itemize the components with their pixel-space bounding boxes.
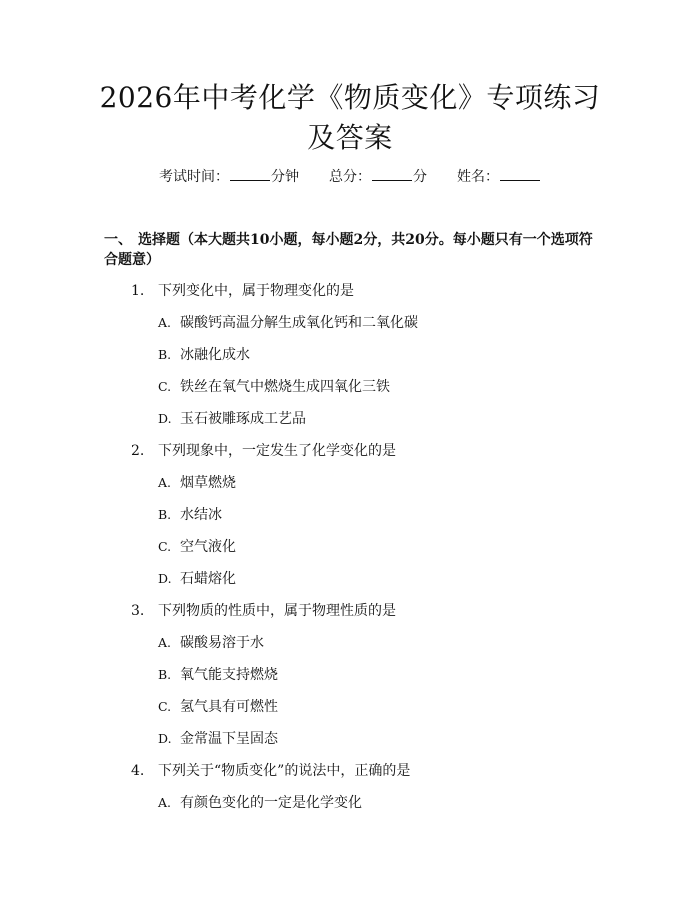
student-name-label: 姓名： bbox=[457, 169, 499, 185]
option-text: 氧气能支持燃烧 bbox=[180, 667, 278, 683]
option-letter: C. bbox=[158, 379, 172, 394]
exam-time-unit: 分钟 bbox=[271, 169, 299, 185]
option-letter: A. bbox=[158, 475, 172, 490]
option-letter: A. bbox=[158, 315, 172, 330]
option-letter: B. bbox=[158, 507, 172, 522]
question-1-option-c bbox=[158, 377, 390, 397]
option-text: 玉石被雕琢成工艺品 bbox=[180, 411, 306, 427]
total-score-field bbox=[329, 166, 427, 187]
question-number: 4. bbox=[131, 763, 145, 779]
exam-info-row bbox=[0, 166, 700, 187]
question-2 bbox=[131, 441, 396, 461]
question-3-option-a bbox=[158, 633, 264, 653]
question-1-option-a bbox=[158, 313, 418, 333]
question-text: 下列关于“物质变化”的说法中，正确的是 bbox=[158, 763, 411, 779]
option-text: 铁丝在氧气中燃烧生成四氧化三铁 bbox=[180, 379, 390, 395]
option-letter: B. bbox=[158, 347, 172, 362]
option-letter: D. bbox=[158, 731, 172, 746]
question-text: 下列现象中，一定发生了化学变化的是 bbox=[158, 443, 396, 459]
question-3 bbox=[131, 601, 396, 621]
total-score-label: 总分： bbox=[329, 169, 371, 185]
question-2-option-c bbox=[158, 537, 236, 557]
question-3-option-d bbox=[158, 729, 278, 749]
question-3-option-b bbox=[158, 665, 278, 685]
option-text: 空气液化 bbox=[180, 539, 236, 555]
question-number: 1. bbox=[131, 283, 145, 299]
section-heading bbox=[104, 230, 594, 270]
question-2-option-b bbox=[158, 505, 222, 525]
option-text: 冰融化成水 bbox=[180, 347, 250, 363]
option-letter: B. bbox=[158, 667, 172, 682]
option-text: 有颜色变化的一定是化学变化 bbox=[180, 795, 362, 811]
option-letter: D. bbox=[158, 411, 172, 426]
question-3-option-c bbox=[158, 697, 278, 717]
student-name-field bbox=[457, 166, 541, 187]
question-1 bbox=[131, 281, 354, 301]
option-text: 烟草燃烧 bbox=[180, 475, 236, 491]
option-text: 碳酸钙高温分解生成氧化钙和二氧化碳 bbox=[180, 315, 418, 331]
option-letter: A. bbox=[158, 795, 172, 810]
question-text: 下列物质的性质中，属于物理性质的是 bbox=[158, 603, 396, 619]
page-title: 2026年中考化学《物质变化》专项练习及答案 bbox=[99, 81, 601, 154]
section-number: 一、 bbox=[104, 232, 132, 248]
question-4-option-a bbox=[158, 793, 362, 813]
exam-time-blank bbox=[230, 166, 270, 181]
option-text: 石蜡熔化 bbox=[180, 571, 236, 587]
total-score-unit: 分 bbox=[413, 169, 427, 185]
question-number: 2. bbox=[131, 443, 145, 459]
option-text: 碳酸易溶于水 bbox=[180, 635, 264, 651]
option-letter: C. bbox=[158, 539, 172, 554]
question-text: 下列变化中，属于物理变化的是 bbox=[158, 283, 354, 299]
option-text: 水结冰 bbox=[180, 507, 222, 523]
student-name-blank bbox=[500, 166, 540, 181]
question-1-option-d bbox=[158, 409, 306, 429]
exam-time-field bbox=[159, 166, 299, 187]
section-heading-text: 选择题（本大题共10小题，每小题2分，共20分。每小题只有一个选项符合题意） bbox=[104, 232, 593, 268]
question-1-option-b bbox=[158, 345, 250, 365]
option-text: 氢气具有可燃性 bbox=[180, 699, 278, 715]
question-number: 3. bbox=[131, 603, 145, 619]
option-letter: D. bbox=[158, 571, 172, 586]
option-letter: A. bbox=[158, 635, 172, 650]
total-score-blank bbox=[372, 166, 412, 181]
option-text: 金常温下呈固态 bbox=[180, 731, 278, 747]
option-letter: C. bbox=[158, 699, 172, 714]
question-2-option-a bbox=[158, 473, 236, 493]
exam-time-label: 考试时间： bbox=[159, 169, 229, 185]
question-4 bbox=[131, 761, 410, 781]
question-2-option-d bbox=[158, 569, 236, 589]
